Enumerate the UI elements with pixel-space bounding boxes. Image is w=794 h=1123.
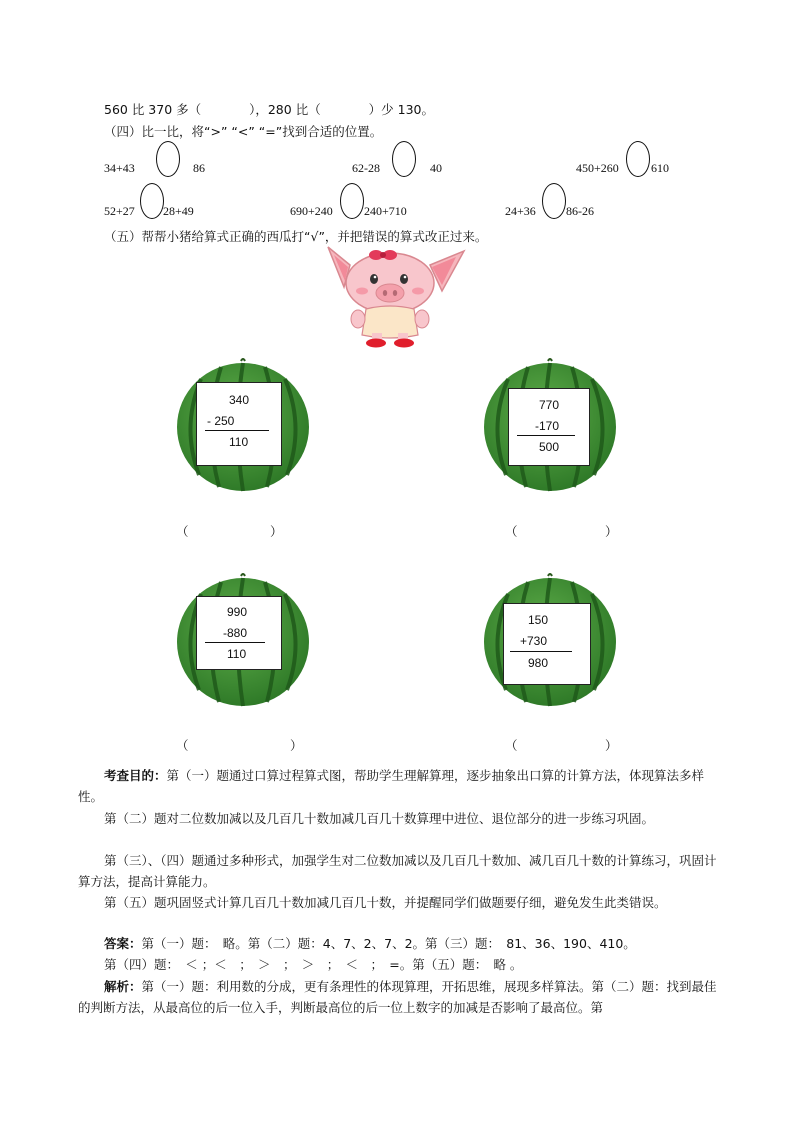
answer-blank[interactable] [190, 736, 288, 752]
compare-oval[interactable] [156, 141, 180, 177]
purpose-label: 考查目的： [104, 768, 167, 783]
calc-operand: - 250 [207, 414, 235, 428]
q4-r1-left-1: 34+43 [104, 161, 135, 175]
vertical-calc-card [503, 603, 591, 685]
q4-title: （四）比一比，将“>” “<” “=”找到合适的位置。 [104, 124, 383, 139]
calc-rule [205, 642, 265, 643]
analysis-label: 解析： [104, 979, 142, 994]
calc-result: 980 [528, 656, 549, 670]
q4-r1-right-2: 40 [430, 161, 442, 175]
calc-top: 340 [229, 393, 250, 407]
calc-operand: +730 [520, 634, 548, 648]
q4-r1-left-3: 450+260 [576, 161, 619, 175]
note-paragraph: 第（五）题巩固竖式计算几百几十数加减几百几十数，并提醒同学们做题要仔细，避免发生此类错误。 [104, 895, 667, 910]
answer-line [104, 934, 636, 952]
vertical-calc-card [508, 388, 590, 466]
note-paragraph: 第（三）、（四）题通过多种形式，加强学生对二位数加减以及几百几十数加、减几百几十数的计算练习，巩固计算方法，提高计算能力。 [78, 853, 717, 889]
answer-paren-close: ） [605, 738, 618, 753]
q4-r1-right-3: 610 [651, 161, 669, 175]
compare-oval[interactable] [542, 183, 566, 219]
q5-title: （五）帮帮小猪给算式正确的西瓜打“√”，并把错误的算式改正过来。 [104, 229, 488, 244]
answer-paren-close: ） [270, 524, 283, 539]
calc-operand: -880 [223, 626, 248, 640]
q3-text-2: ），280 比（ [249, 102, 321, 117]
vertical-calc-card [196, 382, 282, 466]
q4-r2-right-1: 28+49 [163, 204, 194, 218]
calc-top: 150 [528, 613, 549, 627]
answer-paren-close: ） [605, 524, 618, 539]
q4-r2-right-2: 240+710 [364, 204, 407, 218]
answer-paren-close: ） [290, 738, 303, 753]
answer-blank[interactable] [190, 522, 268, 538]
compare-oval[interactable] [340, 183, 364, 219]
q3-text-1: 560 比 370 多（ [104, 102, 202, 117]
calc-rule [510, 651, 572, 652]
answer-blank[interactable] [520, 522, 600, 538]
answer-paren-open: （ [505, 524, 518, 539]
answer-label: 答案： [104, 936, 142, 951]
q4-r1-right-1: 86 [193, 161, 205, 175]
answer-paren-open: （ [505, 738, 518, 753]
compare-oval[interactable] [626, 141, 650, 177]
vertical-calc-card [196, 596, 282, 670]
calc-result: 110 [229, 435, 249, 449]
calc-operand: -170 [535, 419, 560, 433]
calc-top: 990 [227, 605, 248, 619]
note-paragraph: 第（二）题对二位数加减以及几百几十数加减几百几十数算理中进位、退位部分的进一步练习巩固。 [104, 811, 655, 826]
calc-rule [205, 430, 269, 431]
answer-paren-open: （ [176, 738, 189, 753]
answer-text: 第（一）题： 略。第（二）题：4、7、2、7、2。第（三）题： 81、36、190、410。 [141, 936, 636, 951]
calc-result: 500 [539, 440, 560, 454]
answer-paren-open: （ [176, 524, 189, 539]
pig-illustration [320, 243, 470, 349]
compare-oval[interactable] [140, 183, 164, 219]
calc-top: 770 [539, 398, 560, 412]
calc-rule [517, 435, 575, 436]
q3-text-3: ）少 130。 [368, 102, 435, 117]
answer-blank[interactable] [520, 736, 600, 752]
purpose-text: 第（一）题通过口算过程算式图，帮助学生理解算理，逐步抽象出口算的计算方法，体现算法多样性。 [78, 768, 705, 804]
q3-line [104, 100, 434, 118]
calc-result: 110 [227, 647, 247, 661]
q4-r2-left-3: 24+36 [505, 204, 536, 218]
analysis-paragraph [78, 976, 720, 1018]
answer-line-2: 第（四）题： ＜ ；＜ ； ＞ ； ＞ ； ＜ ； =。第（五）题： 略 。 [104, 957, 523, 972]
analysis-text: 第（一）题：利用数的分成，更有条理性的体现算理，开拓思维，展现多样算法。第（二）题：找到最佳的判断方法，从最高位的后一位入手，判断最高位的后一位上数字的加减是否影响了最高位。第 [78, 979, 717, 1015]
compare-oval[interactable] [392, 141, 416, 177]
q4-r2-right-3: 86-26 [566, 204, 594, 218]
q4-r1-left-2: 62-28 [352, 161, 380, 175]
q4-r2-left-1: 52+27 [104, 204, 135, 218]
q4-r2-left-2: 690+240 [290, 204, 333, 218]
purpose-paragraph [78, 765, 718, 807]
